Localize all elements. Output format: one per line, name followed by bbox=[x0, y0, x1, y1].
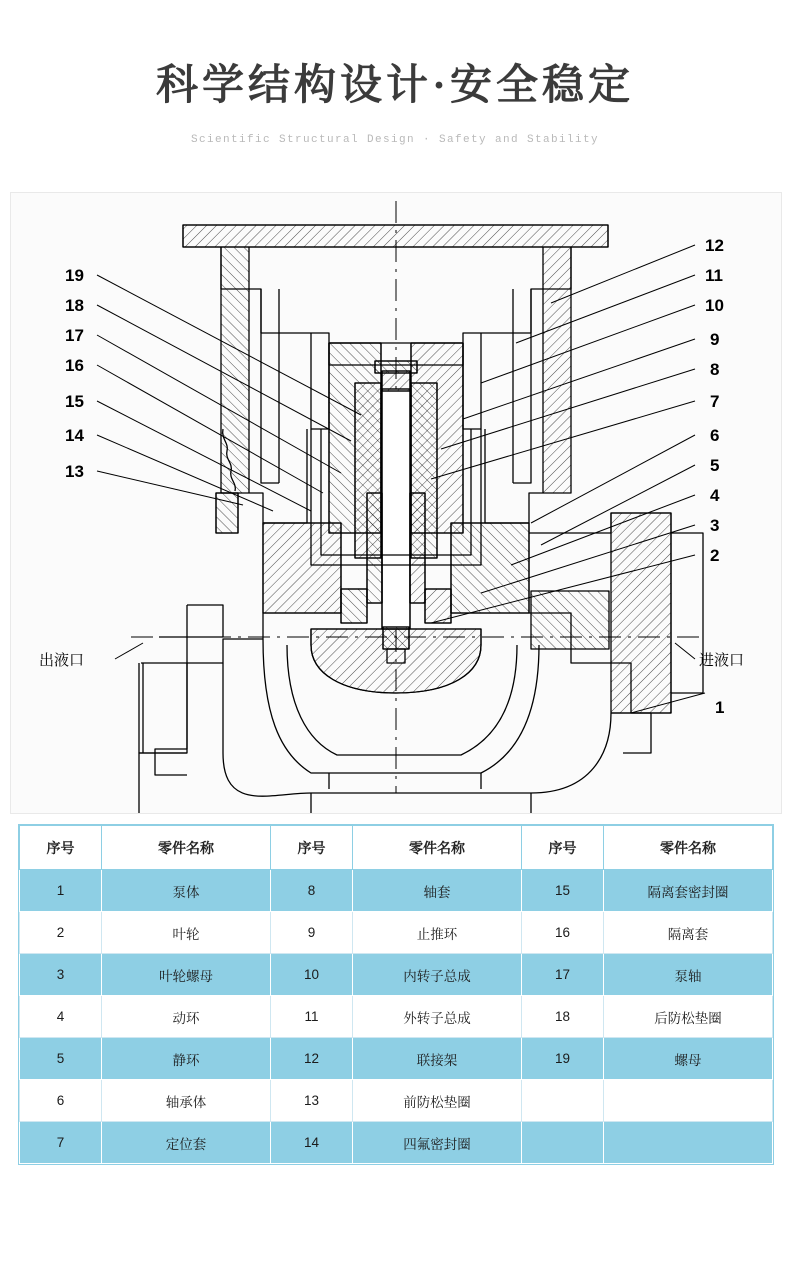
callout-3: 3 bbox=[710, 516, 720, 535]
pump-cutaway-diagram bbox=[10, 192, 782, 814]
page-subtitle: Scientific Structural Design · Safety and Stability bbox=[190, 134, 600, 146]
cell-no: 13 bbox=[270, 1080, 352, 1122]
cell-name: 四氟密封圈 bbox=[353, 1122, 522, 1164]
header-no-1: 序号 bbox=[20, 826, 102, 870]
page-title: 科学结构设计·安全稳定 bbox=[155, 63, 634, 109]
cell-no: 1 bbox=[20, 870, 102, 912]
cell-no bbox=[521, 1080, 603, 1122]
callout-13: 13 bbox=[65, 462, 84, 481]
right-callout-numbers bbox=[705, 236, 724, 717]
left-callout-numbers bbox=[65, 266, 84, 481]
cell-name: 前防松垫圈 bbox=[353, 1080, 522, 1122]
cell-no: 7 bbox=[20, 1122, 102, 1164]
callout-17: 17 bbox=[65, 326, 84, 345]
cell-no: 8 bbox=[270, 870, 352, 912]
cell-name: 静环 bbox=[102, 1038, 271, 1080]
cell-name: 联接架 bbox=[353, 1038, 522, 1080]
callout-14: 14 bbox=[65, 426, 84, 445]
parts-table-wrapper bbox=[18, 824, 774, 1165]
callout-1: 1 bbox=[715, 698, 725, 717]
cell-no: 15 bbox=[521, 870, 603, 912]
cell-no: 2 bbox=[20, 912, 102, 954]
table-row bbox=[20, 1122, 773, 1164]
table-row bbox=[20, 870, 773, 912]
cell-no: 11 bbox=[270, 996, 352, 1038]
callout-16: 16 bbox=[65, 356, 84, 375]
table-row bbox=[20, 1038, 773, 1080]
cell-no: 9 bbox=[270, 912, 352, 954]
cell-name: 动环 bbox=[102, 996, 271, 1038]
cell-name: 隔离套 bbox=[604, 912, 773, 954]
cell-name: 后防松垫圈 bbox=[604, 996, 773, 1038]
callout-5: 5 bbox=[710, 456, 720, 475]
header-name-2: 零件名称 bbox=[353, 826, 522, 870]
cell-name bbox=[604, 1080, 773, 1122]
cell-no bbox=[521, 1122, 603, 1164]
parts-table-head bbox=[20, 826, 773, 870]
table-header-row bbox=[20, 826, 773, 870]
cell-no: 4 bbox=[20, 996, 102, 1038]
callout-2: 2 bbox=[710, 546, 720, 565]
callout-10: 10 bbox=[705, 296, 724, 315]
cell-no: 6 bbox=[20, 1080, 102, 1122]
cell-name: 螺母 bbox=[604, 1038, 773, 1080]
parts-table bbox=[19, 825, 773, 1164]
callout-15: 15 bbox=[65, 392, 84, 411]
table-row bbox=[20, 996, 773, 1038]
cell-no: 5 bbox=[20, 1038, 102, 1080]
cell-no: 19 bbox=[521, 1038, 603, 1080]
cell-name: 轴承体 bbox=[102, 1080, 271, 1122]
cell-no: 16 bbox=[521, 912, 603, 954]
cell-name: 轴套 bbox=[353, 870, 522, 912]
cell-no: 14 bbox=[270, 1122, 352, 1164]
callout-12: 12 bbox=[705, 236, 724, 255]
callout-19: 19 bbox=[65, 266, 84, 285]
cell-name: 泵体 bbox=[102, 870, 271, 912]
cell-name bbox=[604, 1122, 773, 1164]
callout-4: 4 bbox=[710, 486, 720, 505]
table-row bbox=[20, 912, 773, 954]
callout-18: 18 bbox=[65, 296, 84, 315]
header-no-3: 序号 bbox=[521, 826, 603, 870]
cell-name: 叶轮 bbox=[102, 912, 271, 954]
table-row bbox=[20, 954, 773, 996]
cell-name: 定位套 bbox=[102, 1122, 271, 1164]
cell-name: 止推环 bbox=[353, 912, 522, 954]
cell-name: 泵轴 bbox=[604, 954, 773, 996]
callout-11: 11 bbox=[705, 266, 723, 285]
cell-name: 内转子总成 bbox=[353, 954, 522, 996]
cell-name: 隔离套密封圈 bbox=[604, 870, 773, 912]
header-name-1: 零件名称 bbox=[102, 826, 271, 870]
callout-7: 7 bbox=[710, 392, 720, 411]
header-name-3: 零件名称 bbox=[604, 826, 773, 870]
page-header bbox=[0, 0, 790, 146]
cell-no: 17 bbox=[521, 954, 603, 996]
inlet-label: 进液口 bbox=[699, 652, 745, 669]
pump-drawing-svg bbox=[11, 193, 781, 813]
cell-no: 10 bbox=[270, 954, 352, 996]
outlet-label: 出液口 bbox=[39, 652, 85, 669]
header-no-2: 序号 bbox=[270, 826, 352, 870]
callout-6: 6 bbox=[710, 426, 720, 445]
cell-name: 叶轮螺母 bbox=[102, 954, 271, 996]
cell-no: 3 bbox=[20, 954, 102, 996]
callout-8: 8 bbox=[710, 360, 720, 379]
cell-name: 外转子总成 bbox=[353, 996, 522, 1038]
callout-9: 9 bbox=[710, 330, 720, 349]
parts-table-body bbox=[20, 870, 773, 1164]
table-row bbox=[20, 1080, 773, 1122]
cell-no: 12 bbox=[270, 1038, 352, 1080]
cell-no: 18 bbox=[521, 996, 603, 1038]
